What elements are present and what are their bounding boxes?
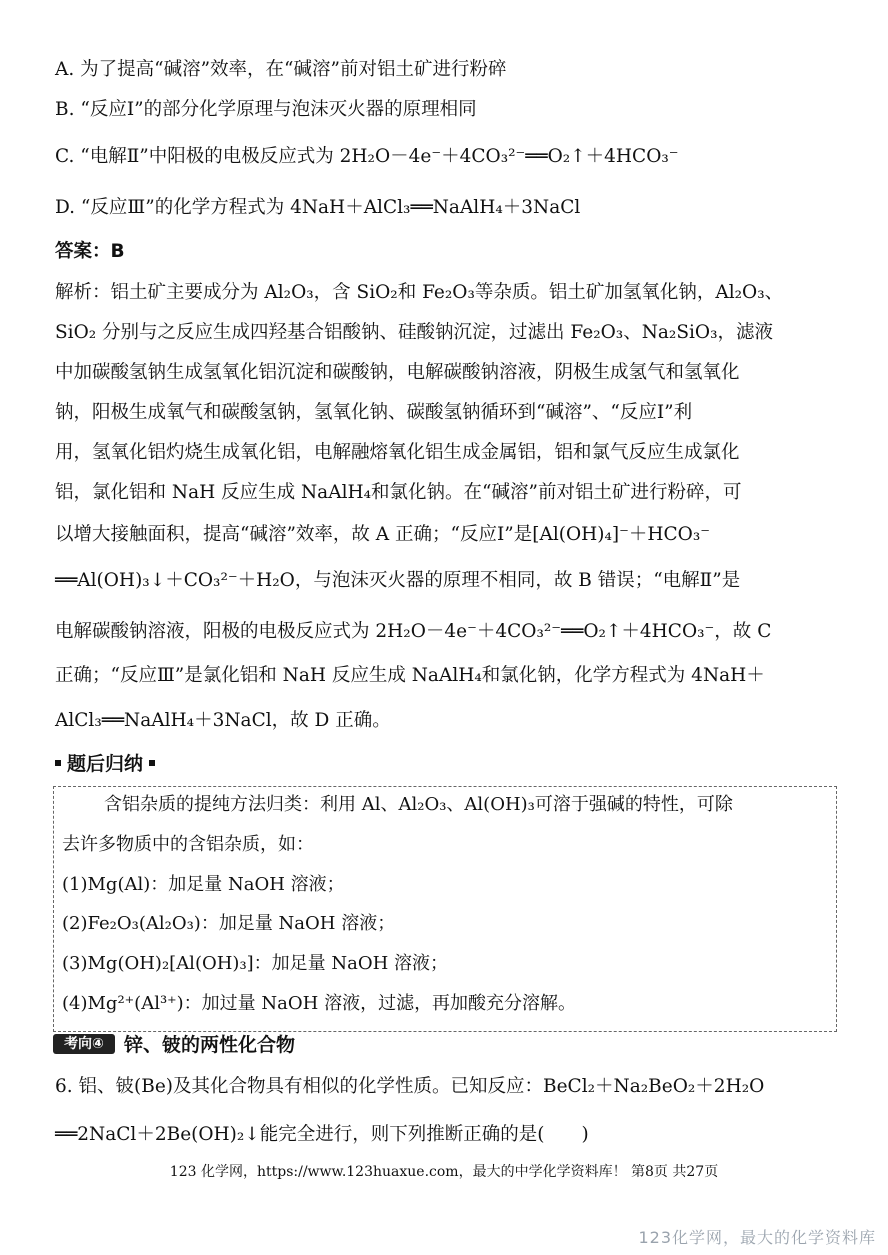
analysis-line: 解析：铝土矿主要成分为 Al₂O₃，含 SiO₂和 Fe₂O₃等杂质。铝土矿加氢氧化钠，Al₂O₃、 <box>55 282 784 303</box>
analysis-line: ══Al(OH)₃↓＋CO₃²⁻＋H₂O，与泡沫灭火器的原理不相同，故 B 错误；“电解Ⅱ”是 <box>55 570 741 591</box>
summary-line: (1)Mg(Al)：加足量 NaOH 溶液； <box>62 874 345 895</box>
answer: 答案：B <box>55 241 125 262</box>
analysis-line: 钠，阳极生成氧气和碳酸氢钠，氢氧化钠、碳酸氢钠循环到“碱溶”、“反应Ⅰ”利 <box>55 402 693 423</box>
analysis-line: 正确；“反应Ⅲ”是氯化铝和 NaH 反应生成 NaAlH₄和氯化钠，化学方程式为 4NaH＋ <box>55 665 765 686</box>
option-d: D. “反应Ⅲ”的化学方程式为 4NaH＋AlCl₃══NaAlH₄＋3NaCl <box>55 197 581 218</box>
analysis-line: SiO₂ 分别与之反应生成四羟基合铝酸钠、硅酸钠沉淀，过滤出 Fe₂O₃、Na₂SiO₃，滤液 <box>55 322 774 343</box>
question-line: ══2NaCl＋2Be(OH)₂↓能完全进行，则下列推断正确的是( ) <box>55 1124 589 1145</box>
page-footer: 123 化学网，https://www.123huaxue.com，最大的中学化学资料库！ 第8页 共27页 <box>169 1164 719 1180</box>
analysis-line: AlCl₃══NaAlH₄＋3NaCl，故 D 正确。 <box>55 710 391 731</box>
option-b: B. “反应Ⅰ”的部分化学原理与泡沫灭火器的原理相同 <box>55 99 477 120</box>
analysis-line: 用，氢氧化铝灼烧生成氧化铝，电解融熔氧化铝生成金属铝，铝和氯气反应生成氯化 <box>55 442 740 463</box>
summary-line: (2)Fe₂O₃(Al₂O₃)：加足量 NaOH 溶液； <box>62 913 396 934</box>
topic-title: 锌、铍的两性化合物 <box>124 1034 296 1056</box>
summary-line: (4)Mg²⁺(Al³⁺)：加过量 NaOH 溶液，过滤，再加酸充分溶解。 <box>62 993 577 1014</box>
summary-heading: 题后归纳 <box>55 752 155 776</box>
summary-line: 去许多物质中的含铝杂质，如： <box>62 834 314 855</box>
watermark: 123化学网，最大的化学资料库 <box>638 1228 876 1247</box>
summary-line: (3)Mg(OH)₂[Al(OH)₃]：加足量 NaOH 溶液； <box>62 953 449 974</box>
summary-line: 含铝杂质的提纯方法归类：利用 Al、Al₂O₃、Al(OH)₃可溶于强碱的特性，可除 <box>104 794 733 815</box>
analysis-line: 电解碳酸钠溶液，阳极的电极反应式为 2H₂O－4e⁻＋4CO₃²⁻══O₂↑＋4HCO₃⁻，故 C <box>55 621 772 642</box>
option-a: A. 为了提高“碱溶”效率，在“碱溶”前对铝土矿进行粉碎 <box>55 59 507 80</box>
bullet-square-icon <box>55 760 61 766</box>
topic-badge: 考向④ <box>53 1034 115 1054</box>
option-c: C. “电解Ⅱ”中阳极的电极反应式为 2H₂O－4e⁻＋4CO₃²⁻══O₂↑＋4HCO₃⁻ <box>55 146 679 167</box>
bullet-square-icon <box>149 760 155 766</box>
analysis-line: 中加碳酸氢钠生成氢氧化铝沉淀和碳酸钠，电解碳酸钠溶液，阴极生成氢气和氢氧化 <box>55 362 740 383</box>
summary-box <box>53 786 837 1032</box>
analysis-line: 以增大接触面积，提高“碱溶”效率，故 A 正确；“反应Ⅰ”是[Al(OH)₄]⁻＋HCO₃⁻ <box>55 524 711 545</box>
question-line: 6. 铝、铍(Be)及其化合物具有相似的化学性质。已知反应：BeCl₂＋Na₂BeO₂＋2H₂O <box>55 1076 765 1097</box>
analysis-line: 铝，氯化铝和 NaH 反应生成 NaAlH₄和氯化钠。在“碱溶”前对铝土矿进行粉碎，可 <box>55 482 742 503</box>
